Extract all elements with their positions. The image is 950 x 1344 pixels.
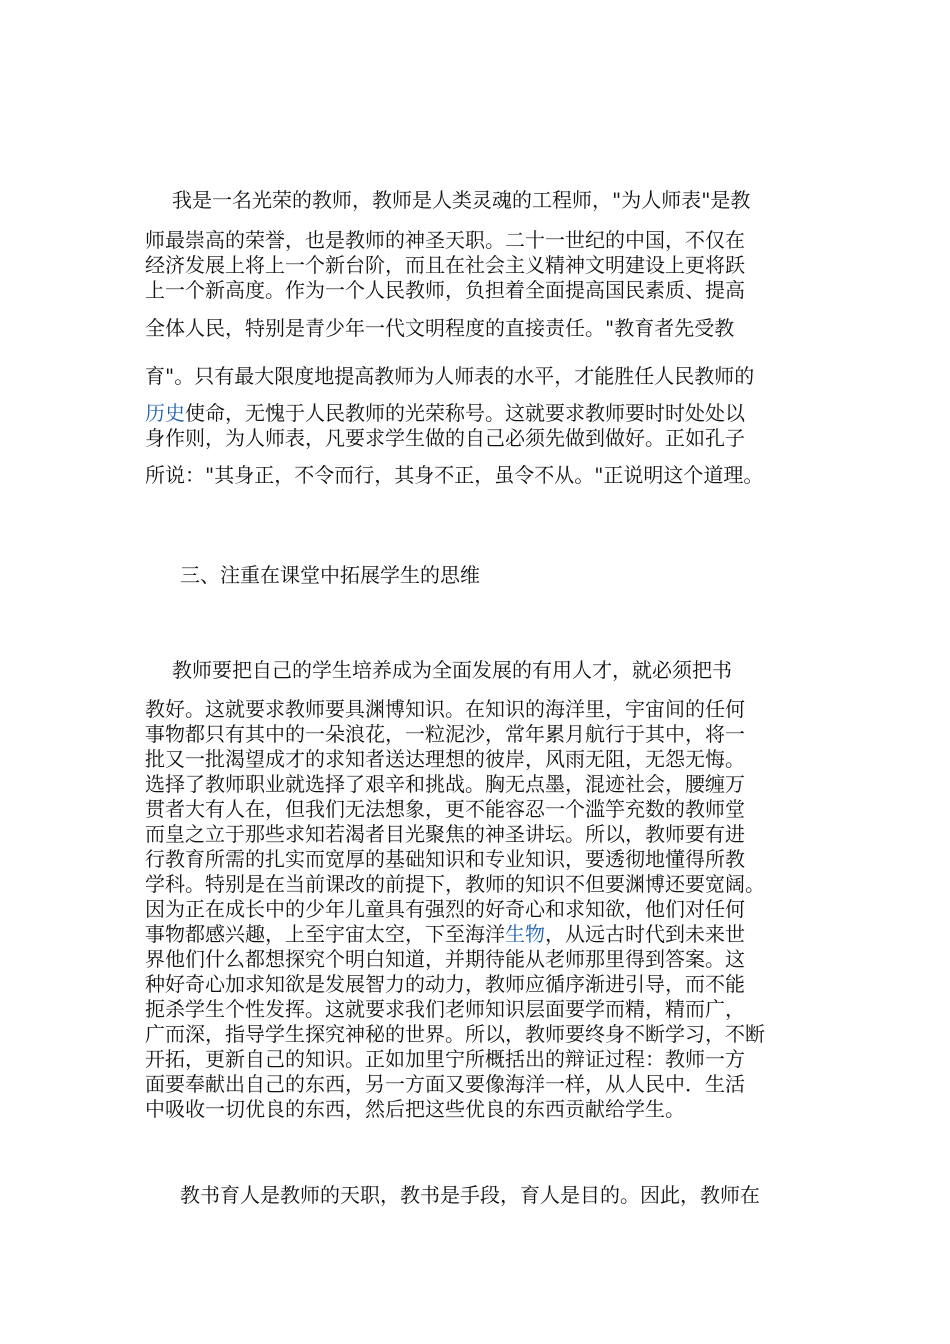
- paragraph-line: 育"。只有最大限度地提高教师为人师表的水平，才能胜任人民教师的: [145, 364, 755, 388]
- paragraph-line: 批又一批渴望成才的求知者送达理想的彼岸，风雨无阻，无怨无悔。: [145, 747, 745, 771]
- paragraph-line: 选择了教师职业就选择了艰辛和挑战。胸无点墨，混迹社会，腰缠万: [145, 772, 745, 796]
- paragraph-line: 教书育人是教师的天职，教书是手段，育人是目的。因此，教师在: [180, 1183, 760, 1207]
- history-link[interactable]: 历史: [145, 401, 185, 425]
- paragraph-line: 事物都只有其中的一朵浪花，一粒泥沙，常年累月航行于其中，将一: [145, 722, 745, 746]
- paragraph-line: [145, 401, 825, 425]
- paragraph-line: 学科。特别是在当前课改的前提下，教师的知识不但要渊博还要宽阔。: [145, 872, 765, 896]
- paragraph-line: 面要奉献出自己的东西，另一方面又要像海洋一样，从人民中．生活: [145, 1072, 745, 1096]
- paragraph-line: [145, 922, 825, 946]
- paragraph-line: 全体人民，特别是青少年一代文明程度的直接责任。"教育者先受教: [145, 316, 735, 340]
- paragraph-line: 经济发展上将上一个新台阶，而且在社会主义精神文明建设上更将跃: [145, 253, 745, 277]
- section-heading: 三、注重在课堂中拓展学生的思维: [180, 563, 480, 587]
- paragraph-line: 行教育所需的扎实而宽厚的基础知识和专业知识，要透彻地懂得所教: [145, 847, 745, 871]
- paragraph-line: 所说："其身正，不令而行，其身不正，虽令不从。"正说明这个道理。: [145, 463, 764, 487]
- paragraph-line-text: 使命，无愧于人民教师的光荣称号。这就要求教师要时时处处以: [185, 401, 745, 425]
- paragraph-line: 扼杀学生个性发挥。这就要求我们老师知识层面要学而精，精而广，: [145, 997, 745, 1021]
- paragraph-line: 界他们什么都想探究个明白知道，并期待能从老师那里得到答案。这: [145, 947, 745, 971]
- biology-link[interactable]: 生物: [505, 922, 545, 946]
- paragraph-line: 因为正在成长中的少年儿童具有强烈的好奇心和求知欲，他们对任何: [145, 897, 745, 921]
- paragraph-line: 教好。这就要求教师要具渊博知识。在知识的海洋里，宇宙间的任何: [145, 697, 745, 721]
- paragraph-line: 师最崇高的荣誉，也是教师的神圣天职。二十一世纪的中国，不仅在: [145, 228, 745, 252]
- paragraph-line: 中吸收一切优良的东西，然后把这些优良的东西贡献给学生。: [145, 1097, 685, 1121]
- paragraph-line: 教师要把自己的学生培养成为全面发展的有用人才，就必须把书: [172, 658, 732, 682]
- paragraph-line: 广而深，指导学生探究神秘的世界。所以，教师要终身不断学习，不断: [145, 1022, 765, 1046]
- paragraph-line: 种好奇心加求知欲是发展智力的动力，教师应循序渐进引导，而不能: [145, 972, 745, 996]
- paragraph-line: 上一个新高度。作为一个人民教师，负担着全面提高国民素质、提高: [145, 278, 745, 302]
- paragraph-line-text: 事物都感兴趣，上至宇宙太空，下至海洋: [145, 922, 505, 946]
- paragraph-line: 贯者大有人在，但我们无法想象，更不能容忍一个滥竽充数的教师堂: [145, 797, 745, 821]
- paragraph-line: 开拓，更新自己的知识。正如加里宁所概括出的辩证过程：教师一方: [145, 1047, 745, 1071]
- paragraph-line: 而皇之立于那些求知若渴者目光聚焦的神圣讲坛。所以，教师要有进: [145, 822, 745, 846]
- paragraph-line-text: ，从远古时代到未来世: [545, 922, 745, 946]
- paragraph-line: 身作则，为人师表，凡要求学生做的自己必须先做到做好。正如孔子: [145, 426, 745, 450]
- paragraph-line: 我是一名光荣的教师，教师是人类灵魂的工程师，"为人师表"是教: [172, 188, 751, 212]
